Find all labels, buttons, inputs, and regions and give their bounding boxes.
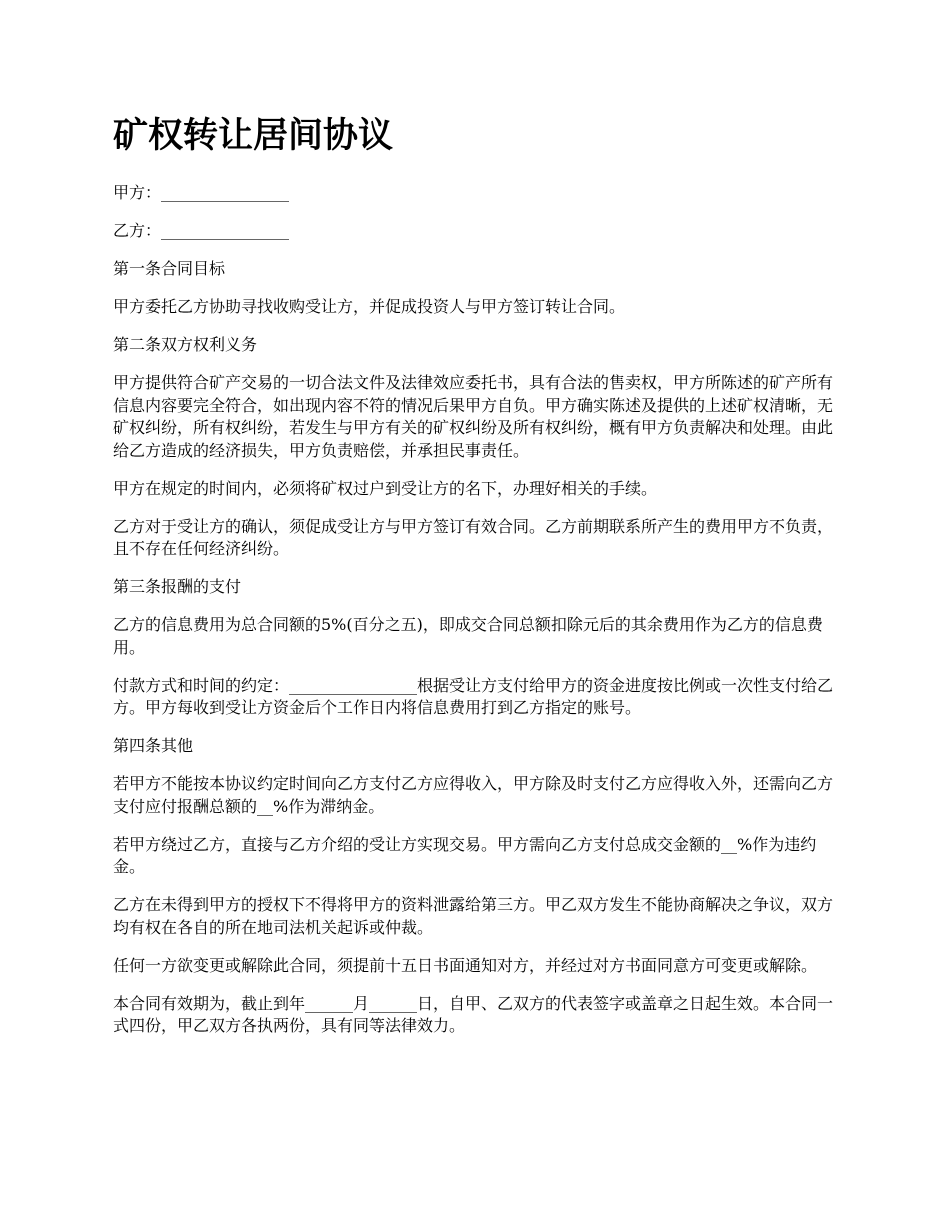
article-3-paragraph-2: 付款方式和时间的约定：________________根据受让方支付给甲方的资金进度按比例或一次性支付给乙方。甲方每收到受让方资金后个工作日内将信息费用打到乙方指定的账号。: [113, 675, 834, 717]
document-body: [113, 112, 848, 1053]
article-3-heading: 第三条报酬的支付: [113, 577, 242, 596]
article-2-heading: 第二条双方权利义务: [113, 335, 258, 354]
article-2-paragraph-2: 甲方在规定的时间内，必须将矿权过户到受让方的名下，办理好相关的手续。: [113, 478, 658, 498]
document-title: 矿权转让居间协议: [113, 116, 394, 156]
article-4-paragraph-1: 若甲方不能按本协议约定时间向乙方支付乙方应得收入，甲方除及时支付乙方应得收入外，还需向乙方支付应付报酬总额的__%作为滞纳金。: [113, 774, 834, 816]
article-4-paragraph-5: 本合同有效期为，截止到年______月______日，自甲、乙双方的代表签字或盖章之日起生效。本合同一式四份，甲乙双方各执两份，具有同等法律效力。: [113, 993, 834, 1035]
article-2-paragraph-3: 乙方对于受让方的确认，须促成受让方与甲方签订有效合同。乙方前期联系所产生的费用甲方不负责，且不存在任何经济纠纷。: [113, 516, 834, 558]
article-3-paragraph-1: 乙方的信息费用为总合同额的5%(百分之五)，即成交合同总额扣除元后的其余费用作为乙方的信息费用。: [113, 615, 823, 657]
article-4-paragraph-4: 任何一方欲变更或解除此合同，须提前十五日书面通知对方，并经过对方书面同意方可变更或解除。: [113, 955, 818, 975]
party-b-line: 乙方：________________: [113, 221, 290, 240]
article-1-heading: 第一条合同目标: [113, 259, 226, 278]
article-4-heading: 第四条其他: [113, 736, 194, 755]
article-4-paragraph-3: 乙方在未得到甲方的授权下不得将甲方的资料泄露给第三方。甲乙双方发生不能协商解决之争议，双方均有权在各自的所在地司法机关起诉或仲裁。: [113, 895, 834, 937]
article-1-paragraph: 甲方委托乙方协助寻找收购受让方，并促成投资人与甲方签订转让合同。: [113, 297, 626, 316]
party-a-line: 甲方：________________: [113, 183, 290, 202]
article-4-paragraph-2: 若甲方绕过乙方，直接与乙方介绍的受让方实现交易。甲方需向乙方支付总成交金额的__%作为违约金。: [113, 834, 817, 876]
article-2-paragraph-1: 甲方提供符合矿产交易的一切合法文件及法律效应委托书，具有合法的售卖权，甲方所陈述的矿产所有信息内容要完全符合，如出现内容不符的情况后果甲方自负。甲方确实陈述及提供的上述矿权清晰，无矿权纠纷，所有权纠纷，若发生与甲方有关的矿权纠纷及所有权纠纷，概有甲方负责解决和处理。由此给乙方造成的经济损失，甲方负责赔偿，并承担民事责任。: [113, 373, 834, 460]
